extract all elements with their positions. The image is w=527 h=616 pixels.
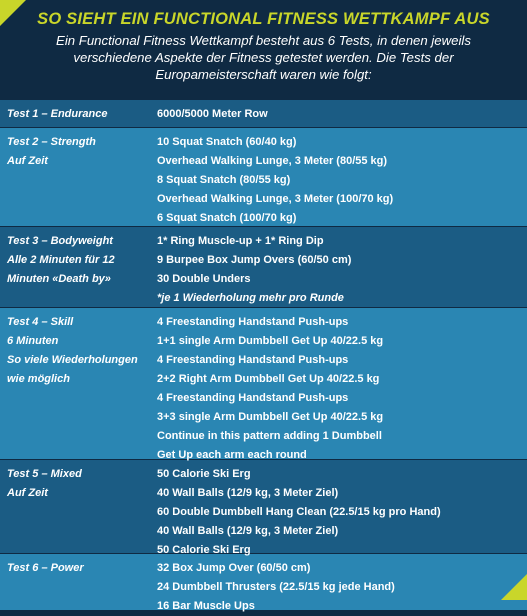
- exercise-item: 4 Freestanding Handstand Push-ups: [157, 316, 349, 328]
- exercise-item: 1* Ring Muscle-up + 1* Ring Dip: [157, 235, 324, 247]
- test-label: [0, 308, 144, 459]
- test-row-3: [0, 226, 527, 307]
- exercise-item: 10 Squat Snatch (60/40 kg): [157, 136, 297, 148]
- intro-line-1: Ein Functional Fitness Wettkampf besteht aus 6 Tests, in denen jeweils: [56, 33, 471, 48]
- intro-line-2: verschiedene Aspekte der Fitness getestet werden. Die Tests der: [73, 50, 454, 65]
- test-title: Test 1 – Endurance: [7, 108, 108, 120]
- exercise-item: 16 Bar Muscle Ups: [157, 600, 255, 612]
- test-exercises: [144, 128, 527, 226]
- test-subtitle: 6 Minuten: [7, 335, 59, 347]
- exercise-item: Continue in this pattern adding 1 Dumbbell: [157, 430, 382, 442]
- exercise-item: 50 Calorie Ski Erg: [157, 544, 251, 556]
- corner-accent-top-left: [0, 0, 26, 26]
- header: [0, 0, 527, 99]
- intro-line-3: Europameisterschaft waren wie folgt:: [155, 67, 372, 82]
- exercise-item: 9 Burpee Box Jump Overs (60/50 cm): [157, 254, 352, 266]
- exercise-item: 60 Double Dumbbell Hang Clean (22.5/15 kg pro Hand): [157, 506, 441, 518]
- exercise-item: 40 Wall Balls (12/9 kg, 3 Meter Ziel): [157, 487, 339, 499]
- test-exercises: [144, 460, 527, 556]
- test-label: [0, 460, 144, 553]
- exercise-item: 6 Squat Snatch (100/70 kg): [157, 212, 297, 224]
- test-row-5: [0, 459, 527, 556]
- test-subtitle: Minuten «Death by»: [7, 273, 111, 285]
- test-exercises: [144, 554, 527, 610]
- test-exercises: [144, 100, 527, 127]
- exercise-item: 4 Freestanding Handstand Push-ups: [157, 354, 349, 366]
- test-subtitle: Auf Zeit: [7, 155, 48, 167]
- exercise-item: 6000/5000 Meter Row: [157, 108, 268, 120]
- page-title: SO SIEHT EIN FUNCTIONAL FITNESS WETTKAMPF AUS: [37, 10, 490, 28]
- test-title: Test 5 – Mixed: [7, 468, 82, 480]
- test-label: [0, 100, 144, 127]
- test-row-4: [0, 307, 527, 459]
- test-subtitle: wie möglich: [7, 373, 70, 385]
- exercise-item: 24 Dumbbell Thrusters (22.5/15 kg jede Hand): [157, 581, 395, 593]
- test-subtitle: Alle 2 Minuten für 12: [7, 254, 115, 266]
- test-title: Test 6 – Power: [7, 562, 84, 574]
- exercise-item: Overhead Walking Lunge, 3 Meter (100/70 kg): [157, 193, 394, 205]
- exercise-item: 1+1 single Arm Dumbbell Get Up 40/22.5 kg: [157, 335, 384, 347]
- exercise-note: *je 1 Wiederholung mehr pro Runde: [157, 292, 344, 304]
- exercise-item: 8 Squat Snatch (80/55 kg): [157, 174, 291, 186]
- exercise-item: Get Up each arm each round: [157, 449, 307, 461]
- exercise-item: 30 Double Unders: [157, 273, 251, 285]
- tests-table: [0, 99, 527, 610]
- test-subtitle: Auf Zeit: [7, 487, 48, 499]
- test-exercises: [144, 308, 527, 459]
- test-title: Test 3 – Bodyweight: [7, 235, 113, 247]
- test-row-2: [0, 127, 527, 226]
- exercise-item: 32 Box Jump Over (60/50 cm): [157, 562, 311, 574]
- exercise-item: 40 Wall Balls (12/9 kg, 3 Meter Ziel): [157, 525, 339, 537]
- test-exercises: [144, 227, 527, 307]
- exercise-item: 50 Calorie Ski Erg: [157, 468, 251, 480]
- exercise-item: 3+3 single Arm Dumbbell Get Up 40/22.5 kg: [157, 411, 384, 423]
- test-label: [0, 227, 144, 307]
- test-row-6: [0, 553, 527, 610]
- test-label: [0, 554, 144, 610]
- exercise-item: 4 Freestanding Handstand Push-ups: [157, 392, 349, 404]
- exercise-item: 2+2 Right Arm Dumbbell Get Up 40/22.5 kg: [157, 373, 380, 385]
- test-label: [0, 128, 144, 226]
- test-row-1: [0, 99, 527, 127]
- test-subtitle: So viele Wiederholungen: [7, 354, 138, 366]
- corner-accent-bottom-right: [501, 574, 527, 600]
- test-title: Test 4 – Skill: [7, 316, 74, 328]
- intro-text: [14, 32, 513, 83]
- test-title: Test 2 – Strength: [7, 136, 96, 148]
- exercise-item: Overhead Walking Lunge, 3 Meter (80/55 kg): [157, 155, 388, 167]
